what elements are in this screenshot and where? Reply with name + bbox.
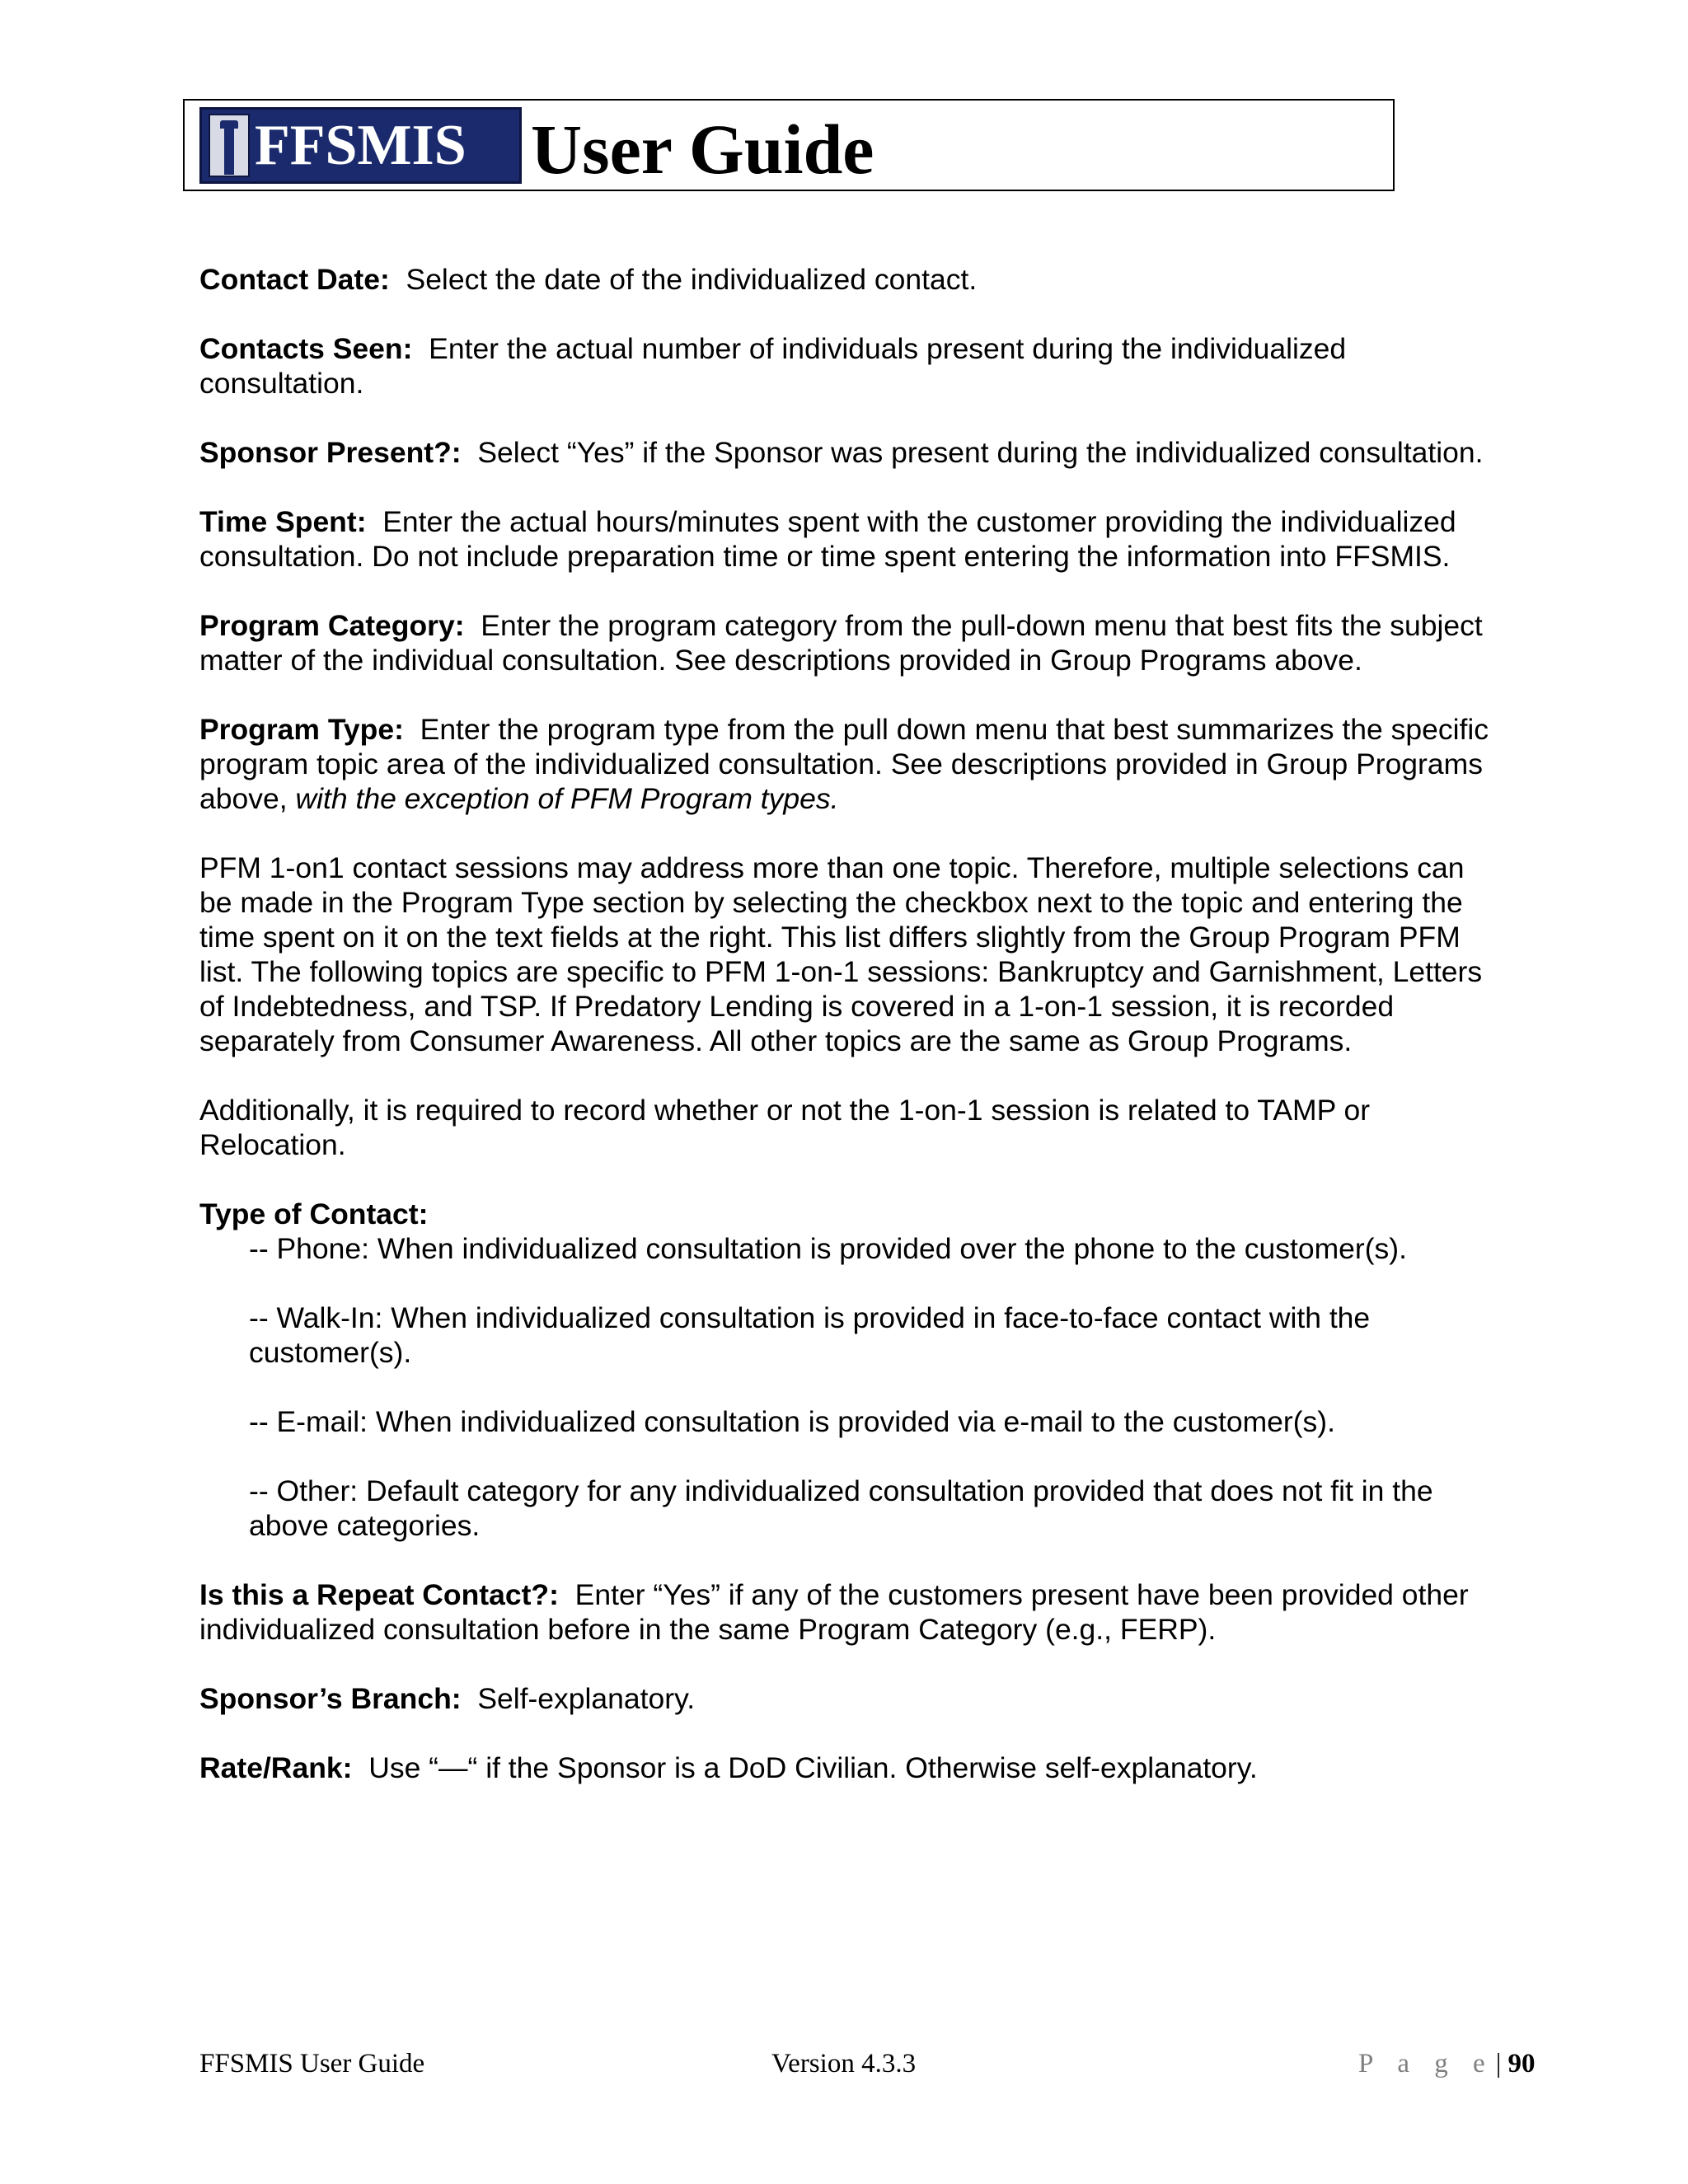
footer-page-number [1358,2047,1536,2080]
field-term: Rate/Rank: [199,1751,353,1784]
field-description-rate-rank [199,1750,1502,1785]
field-term: Program Category: [199,609,465,642]
field-description-repeat-contact [199,1577,1502,1647]
field-term: Contact Date: [199,263,390,296]
footer-document-name: FFSMIS User Guide [199,2049,425,2079]
type-of-contact-section [199,1197,1502,1543]
field-description-contact-date [199,262,1502,297]
field-text: Enter the program type from the pull down menu that best summarizes the specific program topic area of the individualized consultation. See descriptions provided in Group Programs above, [199,713,1489,815]
ffsmis-logo [199,107,522,184]
field-description-program-category [199,608,1502,677]
field-term: Sponsor’s Branch: [199,1682,462,1715]
field-description-sponsor-branch [199,1681,1502,1716]
contact-type-phone: -- Phone: When individualized consultation is provided over the phone to the customer(s). [249,1232,1407,1265]
field-term: Program Type: [199,713,404,746]
field-description-time-spent [199,504,1502,574]
contact-type-email: -- E-mail: When individualized consultation is provided via e-mail to the customer(s). [249,1405,1335,1438]
field-text: Self-explanatory. [477,1682,696,1715]
page-number: 90 [1507,2049,1536,2079]
type-of-contact-heading: Type of Contact: [199,1197,429,1230]
document-body [199,262,1502,1820]
document-header [183,99,1395,191]
document-title: User Guide [531,110,874,189]
additional-paragraph: Additionally, it is required to record whether or not the 1-on-1 session is related to TAMP or Relocation. [199,1094,1371,1161]
field-term: Sponsor Present?: [199,436,462,469]
contact-type-walk-in: -- Walk-In: When individualized consultation is provided in face-to-face contact with the customer(s). [249,1301,1371,1369]
page-separator: | [1495,2049,1502,2079]
pfm-paragraph: PFM 1-on1 contact sessions may address more than one topic. Therefore, multiple selections can be made in the Program Type section by selecting the checkbox next to the topic and entering the time spent on it on the text fields at the right. This list differs slightly from the Group Program PFM list. The following topics are specific to PFM 1-on-1 sessions: Bankruptcy and Garnishment, Letters of Indebtedness, and TSP. If Predatory Lending is covered in a 1-on-1 session, it is recorded separately from Consumer Awareness. All other topics are the same as Group Programs. [199,851,1483,1057]
footer-version: Version 4.3.3 [771,2049,917,2079]
field-text: Enter the program category from the pull-down menu that best fits the subject matter of the individual consultation. See descriptions provided in Group Programs above. [199,609,1483,677]
field-text: Select the date of the individualized contact. [406,263,978,296]
field-term: Contacts Seen: [199,332,413,365]
field-text: Select “Yes” if the Sponsor was present during the individualized consultation. [477,436,1484,469]
logo-text: FFSMIS [255,113,467,177]
field-description-sponsor-present [199,435,1502,470]
field-text: Enter the actual number of individuals present during the individualized consultation. [199,332,1347,400]
field-term: Time Spent: [199,505,367,538]
field-text-italic: with the exception of PFM Program types. [295,782,839,815]
contact-type-other: -- Other: Default category for any individualized consultation provided that does not fit in the above categories. [249,1474,1433,1542]
field-term: Is this a Repeat Contact?: [199,1578,559,1611]
field-description-contacts-seen [199,331,1502,401]
page-label: P a g e [1358,2049,1494,2079]
field-text: Enter “Yes” if any of the customers present have been provided other individualized consultation before in the same Program Category (e.g., FERP). [199,1578,1469,1646]
pillar-emblem-icon [209,114,250,177]
field-text: Enter the actual hours/minutes spent with the customer providing the individualized consultation. Do not include preparation time or time spent entering the information into FFSMIS. [199,505,1456,573]
field-text: Use “—“ if the Sponsor is a DoD Civilian. Otherwise self-explanatory. [368,1751,1258,1784]
field-description-program-type [199,712,1502,816]
